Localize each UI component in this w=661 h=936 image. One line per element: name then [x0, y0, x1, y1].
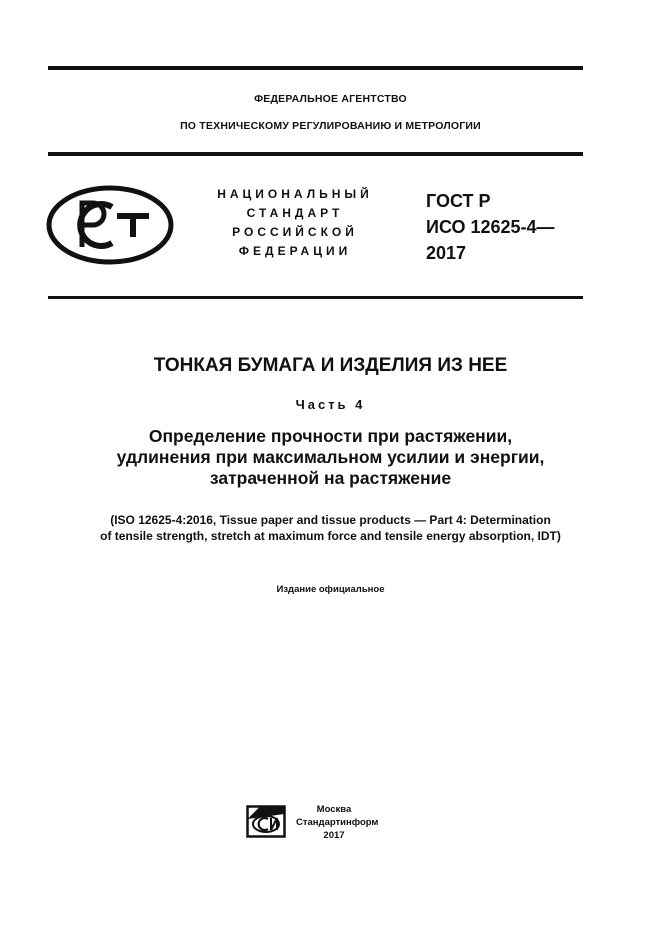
rst-certification-mark-icon: [46, 185, 174, 265]
iso-reference: [0, 512, 661, 544]
agency-line-2: ПО ТЕХНИЧЕСКОМУ РЕГУЛИРОВАНИЮ И МЕТРОЛОГИИ: [180, 120, 481, 132]
designation-line: 2017: [426, 243, 467, 263]
header-rule: [48, 152, 583, 156]
publisher-city: Москва: [316, 804, 352, 815]
designation-line: ИСО 12625-4—: [426, 217, 555, 237]
national-line: НАЦИОНАЛЬНЫЙ: [217, 187, 373, 201]
publisher-name: Стандартинформ: [296, 817, 379, 828]
national-line: СТАНДАРТ: [246, 206, 344, 220]
edition-label: Издание официальное: [276, 584, 385, 595]
top-rule: [48, 66, 583, 70]
national-line: РОССИЙСКОЙ: [232, 225, 358, 239]
standard-designation: [426, 188, 596, 266]
national-standard-label: [200, 185, 390, 261]
subtitle-line: Определение прочности при растяжении,: [148, 426, 513, 446]
subtitle-line: затраченной на растяжение: [209, 468, 452, 488]
designation-rule: [48, 296, 583, 299]
document-subtitle: [0, 426, 661, 489]
document-title: ТОНКАЯ БУМАГА И ИЗДЕЛИЯ ИЗ НЕЕ: [153, 355, 508, 376]
standartinform-logo-icon: [246, 805, 286, 838]
iso-line: of tensile strength, stretch at maximum force and tensile energy absorption, IDT): [100, 529, 561, 543]
agency-line-1: ФЕДЕРАЛЬНОЕ АГЕНТСТВО: [254, 93, 407, 105]
subtitle-line: удлинения при максимальном усилии и энергии,: [116, 447, 545, 467]
document-part: Часть 4: [295, 397, 366, 412]
publisher-year: 2017: [323, 830, 345, 841]
designation-line: ГОСТ Р: [426, 191, 491, 211]
iso-line: (ISO 12625-4:2016, Tissue paper and tissue products — Part 4: Determination: [110, 513, 551, 527]
publisher-block: [296, 803, 379, 842]
national-line: ФЕДЕРАЦИИ: [238, 244, 352, 258]
